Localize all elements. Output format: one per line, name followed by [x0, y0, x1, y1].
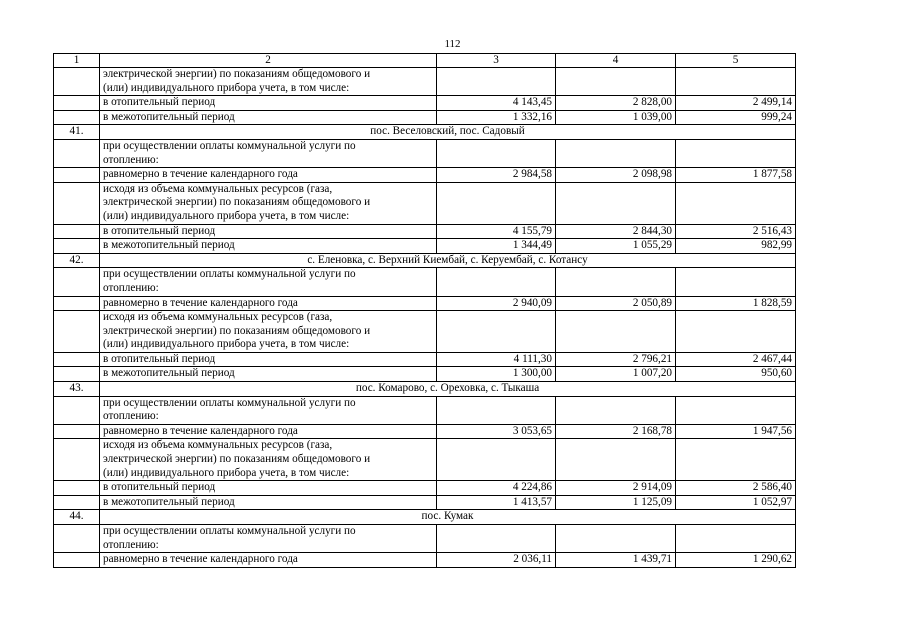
description-line: электрической энергии) по показаниям общедомового и	[103, 453, 371, 466]
value-col5: 2 516,43	[676, 224, 796, 239]
column-header-2: 2	[100, 54, 437, 68]
value-col3: 4 224,86	[437, 481, 556, 496]
value-col4: 2 828,00	[556, 96, 676, 111]
non-heating-period-row	[54, 239, 796, 254]
empty-index-cell	[54, 396, 100, 424]
value-col4: 2 168,78	[556, 424, 676, 439]
description-line: электрической энергии) по показаниям общедомового и	[103, 196, 371, 209]
value-col5: 982,99	[676, 239, 796, 254]
empty-index-cell	[54, 68, 100, 96]
empty-value-cell	[556, 396, 676, 424]
empty-index-cell	[54, 439, 100, 481]
row-label: равномерно в течение календарного года	[100, 168, 437, 183]
empty-index-cell	[54, 239, 100, 254]
empty-index-cell	[54, 268, 100, 296]
row-label: в отопительный период	[100, 352, 437, 367]
empty-value-cell	[437, 439, 556, 481]
empty-index-cell	[54, 481, 100, 496]
row-label: в отопительный период	[100, 96, 437, 111]
volume-description-row	[54, 439, 796, 481]
value-col4: 1 039,00	[556, 110, 676, 125]
row-label: равномерно в течение календарного года	[100, 424, 437, 439]
heating-period-row	[54, 224, 796, 239]
description-line: (или) индивидуального прибора учета, в том числе:	[103, 466, 350, 479]
description-line: при осуществлении оплаты коммунальной услуги по	[103, 396, 356, 409]
value-col5: 1 828,59	[676, 296, 796, 311]
uniform-payment-row	[54, 296, 796, 311]
section-header-row	[54, 510, 796, 525]
description-line: исходя из объема коммунальных ресурсов (газа,	[103, 439, 333, 452]
section-number: 43.	[54, 382, 100, 397]
row-label: в межотопительный период	[100, 495, 437, 510]
value-col3: 4 111,30	[437, 352, 556, 367]
empty-value-cell	[437, 396, 556, 424]
empty-value-cell	[437, 182, 556, 224]
empty-value-cell	[437, 311, 556, 353]
value-col3: 2 984,58	[437, 168, 556, 183]
empty-value-cell	[556, 439, 676, 481]
value-col3: 2 940,09	[437, 296, 556, 311]
description-line: при осуществлении оплаты коммунальной услуги по	[103, 525, 356, 537]
empty-value-cell	[556, 311, 676, 353]
description-line: (или) индивидуального прибора учета, в том числе:	[103, 209, 350, 222]
heating-period-row	[54, 96, 796, 111]
volume-description-row	[54, 182, 796, 224]
description-cell	[100, 268, 437, 296]
value-col4: 1 007,20	[556, 367, 676, 382]
column-header-1: 1	[54, 54, 100, 68]
row-label: равномерно в течение календарного года	[100, 553, 437, 568]
description-line: отоплению:	[103, 410, 159, 423]
empty-value-cell	[676, 311, 796, 353]
value-col3: 4 155,79	[437, 224, 556, 239]
uniform-payment-row	[54, 424, 796, 439]
empty-value-cell	[556, 182, 676, 224]
row-label: в межотопительный период	[100, 367, 437, 382]
section-title: пос. Кумак	[100, 510, 796, 525]
description-line: отоплению:	[103, 281, 159, 294]
non-heating-period-row	[54, 110, 796, 125]
empty-index-cell	[54, 224, 100, 239]
value-col3: 1 332,16	[437, 110, 556, 125]
row-label: в межотопительный период	[100, 110, 437, 125]
continuation-volume-row	[54, 68, 796, 96]
value-col4: 1 055,29	[556, 239, 676, 254]
empty-value-cell	[556, 525, 676, 553]
empty-index-cell	[54, 311, 100, 353]
column-header-row	[54, 54, 796, 68]
empty-value-cell	[676, 525, 796, 553]
description-cell	[100, 396, 437, 424]
value-col4: 2 844,30	[556, 224, 676, 239]
non-heating-period-row	[54, 495, 796, 510]
description-line: (или) индивидуального прибора учета, в том числе:	[103, 81, 350, 94]
payment-description-row	[54, 268, 796, 296]
description-line: отоплению:	[103, 153, 159, 166]
value-col3: 1 413,57	[437, 495, 556, 510]
empty-value-cell	[676, 139, 796, 167]
value-col3: 1 344,49	[437, 239, 556, 254]
value-col5: 2 586,40	[676, 481, 796, 496]
column-header-3: 3	[437, 54, 556, 68]
non-heating-period-row	[54, 367, 796, 382]
description-cell	[100, 439, 437, 481]
value-col3: 1 300,00	[437, 367, 556, 382]
description-line: электрической энергии) по показаниям общедомового и	[103, 68, 371, 80]
payment-description-row	[54, 525, 796, 553]
payment-description-row	[54, 139, 796, 167]
tariff-table-body	[54, 54, 796, 568]
section-title: пос. Веселовский, пос. Садовый	[100, 125, 796, 140]
row-label: равномерно в течение календарного года	[100, 296, 437, 311]
value-col4: 2 914,09	[556, 481, 676, 496]
row-label: в отопительный период	[100, 481, 437, 496]
value-col4: 2 796,21	[556, 352, 676, 367]
row-label: в отопительный период	[100, 224, 437, 239]
description-cell	[100, 139, 437, 167]
value-col3: 2 036,11	[437, 553, 556, 568]
value-col3: 3 053,65	[437, 424, 556, 439]
empty-index-cell	[54, 525, 100, 553]
description-cell	[100, 525, 437, 553]
value-col3: 4 143,45	[437, 96, 556, 111]
description-line: исходя из объема коммунальных ресурсов (газа,	[103, 311, 333, 324]
value-col5: 1 947,56	[676, 424, 796, 439]
empty-value-cell	[676, 439, 796, 481]
value-col4: 1 439,71	[556, 553, 676, 568]
uniform-payment-row	[54, 168, 796, 183]
description-line: отоплению:	[103, 538, 159, 551]
description-line: (или) индивидуального прибора учета, в том числе:	[103, 338, 350, 351]
section-header-row	[54, 382, 796, 397]
row-label: в межотопительный период	[100, 239, 437, 254]
section-number: 42.	[54, 253, 100, 268]
value-col5: 2 467,44	[676, 352, 796, 367]
value-col4: 1 125,09	[556, 495, 676, 510]
volume-description	[100, 68, 437, 96]
empty-index-cell	[54, 168, 100, 183]
description-line: при осуществлении оплаты коммунальной услуги по	[103, 139, 356, 152]
payment-description-row	[54, 396, 796, 424]
value-col5: 950,60	[676, 367, 796, 382]
empty-value-cell	[437, 68, 556, 96]
heating-period-row	[54, 481, 796, 496]
column-header-4: 4	[556, 54, 676, 68]
description-line: исходя из объема коммунальных ресурсов (газа,	[103, 182, 333, 195]
empty-index-cell	[54, 352, 100, 367]
empty-index-cell	[54, 96, 100, 111]
empty-value-cell	[437, 139, 556, 167]
value-col4: 2 050,89	[556, 296, 676, 311]
empty-value-cell	[676, 68, 796, 96]
value-col5: 1 052,97	[676, 495, 796, 510]
empty-value-cell	[676, 268, 796, 296]
section-title: пос. Комарово, с. Ореховка, с. Тыкаша	[100, 382, 796, 397]
value-col5: 1 290,62	[676, 553, 796, 568]
section-header-row	[54, 125, 796, 140]
value-col4: 2 098,98	[556, 168, 676, 183]
empty-value-cell	[676, 396, 796, 424]
section-number: 41.	[54, 125, 100, 140]
empty-value-cell	[556, 268, 676, 296]
heating-period-row	[54, 352, 796, 367]
volume-description-row	[54, 311, 796, 353]
empty-index-cell	[54, 367, 100, 382]
empty-index-cell	[54, 182, 100, 224]
empty-index-cell	[54, 139, 100, 167]
tariff-table	[53, 53, 796, 568]
empty-index-cell	[54, 424, 100, 439]
value-col5: 1 877,58	[676, 168, 796, 183]
description-line: электрической энергии) по показаниям общедомового и	[103, 324, 371, 337]
empty-index-cell	[54, 553, 100, 568]
empty-value-cell	[676, 182, 796, 224]
value-col5: 2 499,14	[676, 96, 796, 111]
section-header-row	[54, 253, 796, 268]
column-header-5: 5	[676, 54, 796, 68]
page-number: 112	[444, 38, 461, 50]
empty-value-cell	[556, 139, 676, 167]
section-title: с. Еленовка, с. Верхний Киембай, с. Керуембай, с. Котансу	[100, 253, 796, 268]
uniform-payment-row	[54, 553, 796, 568]
empty-index-cell	[54, 110, 100, 125]
value-col5: 999,24	[676, 110, 796, 125]
empty-value-cell	[556, 68, 676, 96]
empty-value-cell	[437, 268, 556, 296]
description-cell	[100, 311, 437, 353]
empty-index-cell	[54, 495, 100, 510]
description-cell	[100, 182, 437, 224]
empty-value-cell	[437, 525, 556, 553]
description-line: при осуществлении оплаты коммунальной услуги по	[103, 268, 356, 281]
empty-index-cell	[54, 296, 100, 311]
section-number: 44.	[54, 510, 100, 525]
